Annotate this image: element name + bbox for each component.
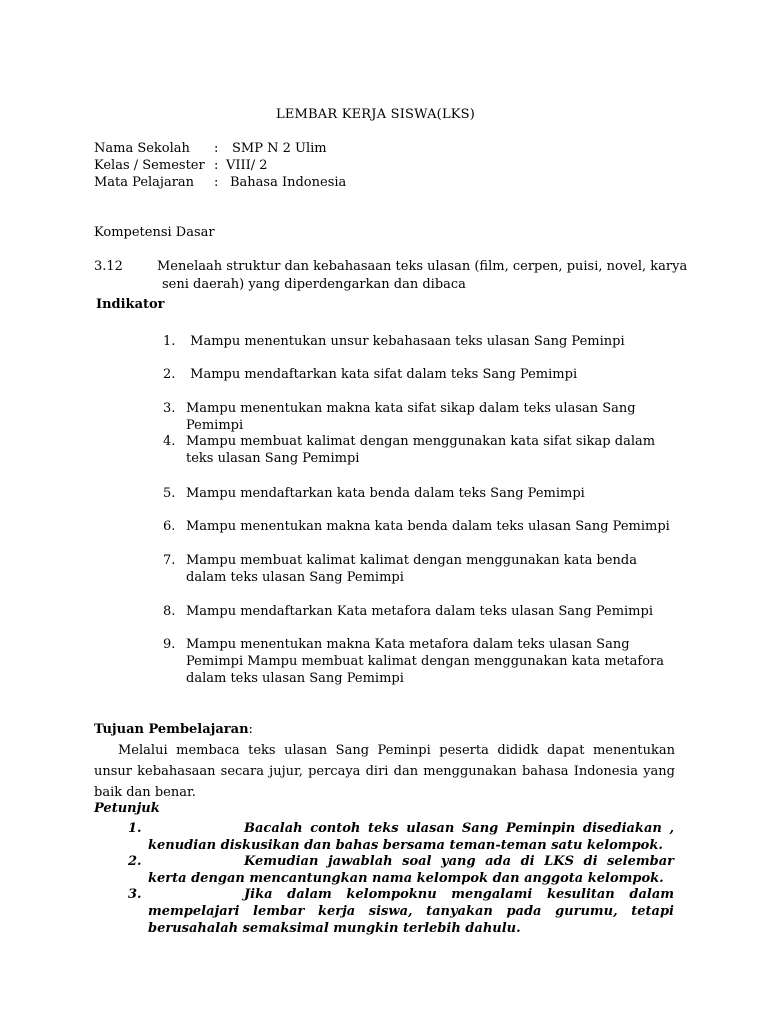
- indikator-heading: Indikator: [96, 297, 165, 312]
- indikator-item: [163, 603, 683, 620]
- indikator-item: [163, 485, 683, 502]
- indikator-item: [163, 636, 683, 687]
- item-number: 2.: [128, 854, 142, 869]
- meta-label: Kelas / Semester: [94, 158, 205, 173]
- item-number: 5.: [163, 486, 176, 501]
- item-number: 4.: [163, 434, 176, 449]
- page-title: LEMBAR KERJA SISWA(LKS): [276, 107, 476, 122]
- item-text: Mampu menentukan makna kata benda dalam teks ulasan Sang Pemimpi: [186, 519, 670, 534]
- item-text: Bacalah contoh teks ulasan Sang Peminpin disediakan , kenudian diskusikan dan bahas bersama teman-teman satu kelompok.: [148, 821, 674, 853]
- item-text: Kemudian jawablah soal yang ada di LKS di selembar kerta dengan mencantungkan nama kelompok dan anggota kelompok.: [148, 854, 674, 886]
- item-number: 6.: [163, 519, 176, 534]
- meta-colon: :: [214, 158, 219, 173]
- item-text: Mampu mendaftarkan Kata metafora dalam teks ulasan Sang Pemimpi: [186, 604, 653, 619]
- item-number: 9.: [163, 637, 176, 652]
- kompetensi-line-2: seni daerah) yang diperdengarkan dan dibaca: [162, 277, 466, 292]
- meta-value: Bahasa Indonesia: [230, 175, 347, 190]
- kompetensi-line-1: Menelaah struktur dan kebahasaan teks ulasan (film, cerpen, puisi, novel, karya: [157, 259, 688, 274]
- indikator-item: [163, 400, 683, 433]
- tujuan-paragraph: Melalui membaca teks ulasan Sang Peminpi peserta dididk dapat menentukan unsur kebahasaan secara jujur, percaya diri dan menggunakan bahasa Indonesia yang baik dan benar.: [94, 743, 675, 800]
- meta-value: SMP N 2 Ulim: [232, 141, 327, 156]
- indikator-item: [163, 518, 683, 535]
- petunjuk-heading: Petunjuk: [94, 801, 160, 816]
- meta-label: Mata Pelajaran: [94, 175, 195, 190]
- item-number: 3.: [128, 887, 142, 902]
- indikator-item: [163, 552, 683, 586]
- item-text: Mampu mendaftarkan kata benda dalam teks Sang Pemimpi: [186, 486, 585, 501]
- kompetensi-heading: Kompetensi Dasar: [94, 225, 215, 240]
- item-number: 2.: [163, 367, 176, 382]
- tujuan-colon: :: [248, 722, 253, 737]
- tujuan-heading-text: Tujuan Pembelajaran: [94, 722, 249, 737]
- petunjuk-item: [128, 886, 674, 937]
- kompetensi-number: 3.12: [94, 259, 123, 274]
- meta-colon: :: [214, 175, 219, 190]
- item-text: Mampu menentukan unsur kebahasaan teks ulasan Sang Peminpi: [186, 334, 625, 349]
- item-text: Mampu mendaftarkan kata sifat dalam teks Sang Pemimpi: [186, 367, 578, 382]
- meta-value: VIII/ 2: [226, 158, 268, 173]
- indikator-item: [163, 433, 683, 467]
- meta-block: [94, 140, 594, 191]
- item-text: Mampu membuat kalimat dengan menggunakan kata sifat sikap dalam teks ulasan Sang Pemimpi: [186, 434, 656, 466]
- meta-row-subject: [94, 174, 594, 191]
- item-text: Mampu membuat kalimat kalimat dengan menggunakan kata benda dalam teks ulasan Sang Pemimpi: [186, 553, 637, 585]
- item-text: Jika dalam kelompoknu mengalami kesulitan dalam mempelajari lembar kerja siswa, tanyakan pada gurumu, tetapi berusahalah semaksimal mungkin terlebih dahulu.: [148, 887, 674, 936]
- item-number: 1.: [163, 334, 176, 349]
- item-text: Mampu menentukan makna kata sifat sikap dalam teks ulasan Sang Pemimpi: [186, 401, 636, 433]
- meta-label: Nama Sekolah: [94, 141, 190, 156]
- indikator-item: [163, 333, 683, 350]
- meta-row-school: [94, 140, 594, 157]
- item-number: 8.: [163, 604, 176, 619]
- item-number: 7.: [163, 553, 176, 568]
- item-number: 1.: [128, 821, 142, 836]
- indikator-item: [163, 366, 683, 383]
- meta-colon: :: [214, 141, 219, 156]
- tujuan-heading: [94, 721, 253, 738]
- item-text: Mampu menentukan makna Kata metafora dalam teks ulasan Sang Pemimpi Mampu membuat kalimat dengan menggunakan kata metafora dalam teks ulasan Sang Pemimpi: [186, 637, 664, 686]
- petunjuk-item: [128, 853, 674, 887]
- meta-row-class: [94, 157, 594, 174]
- item-number: 3.: [163, 401, 176, 416]
- petunjuk-item: [128, 820, 674, 854]
